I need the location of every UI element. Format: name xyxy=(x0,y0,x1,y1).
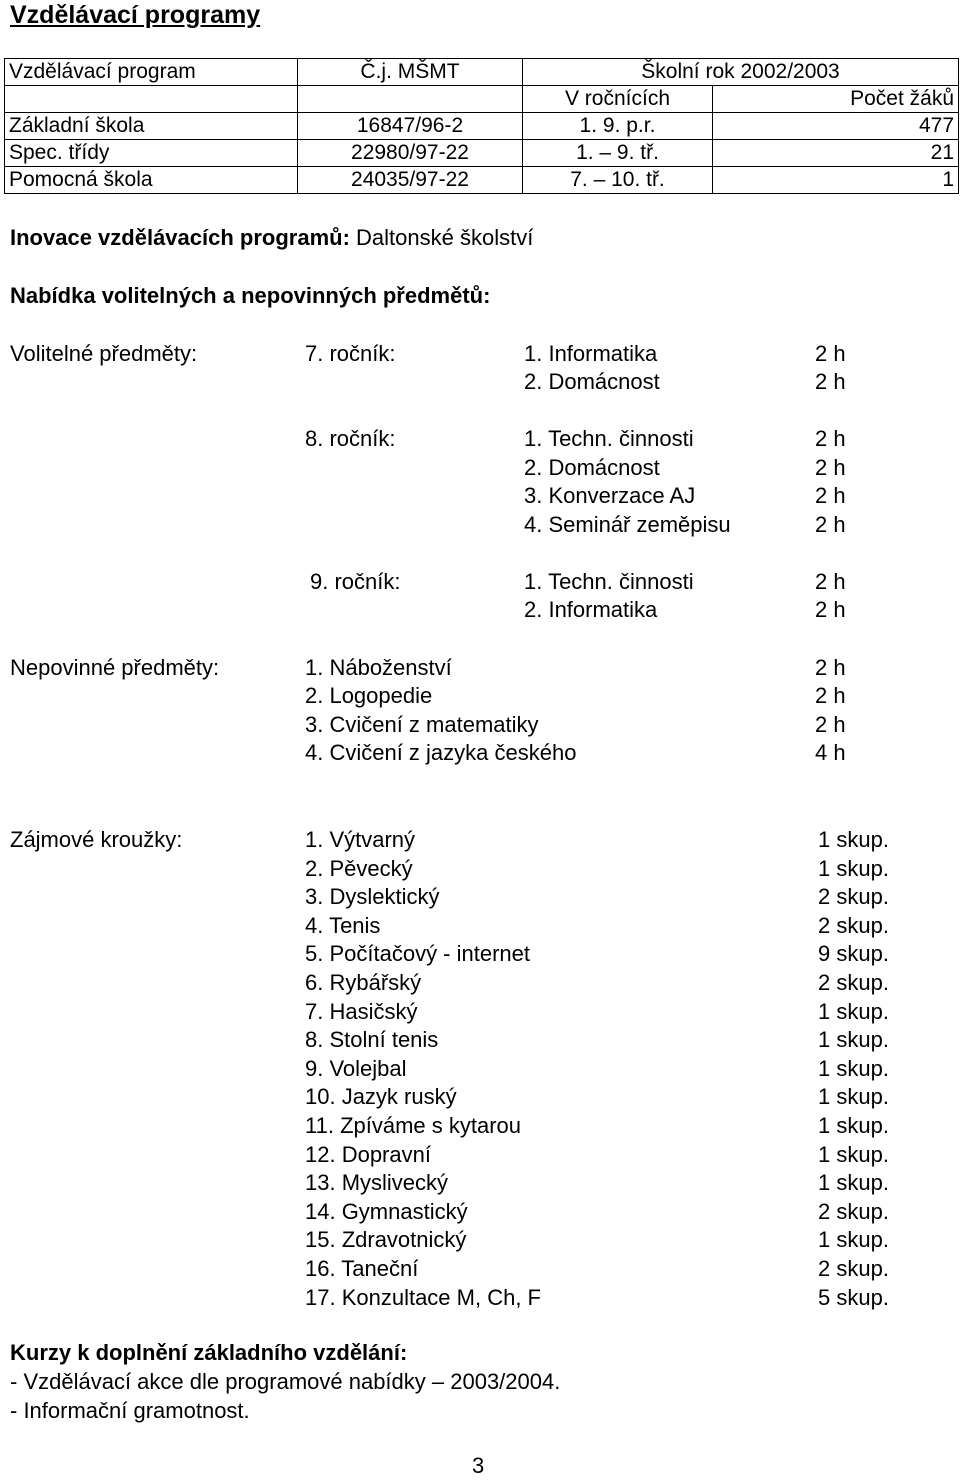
club-name: 11. Zpíváme s kytarou xyxy=(305,1113,522,1138)
grade-label: 7. ročník: xyxy=(305,341,396,366)
subject-name: 4. Cvičení z jazyka českého xyxy=(305,740,577,765)
program-table xyxy=(4,58,959,194)
club-name: 9. Volejbal xyxy=(305,1056,407,1081)
table-row xyxy=(5,167,959,194)
innovation-label: Inovace vzdělávacích programů: xyxy=(10,225,350,250)
subject-name: 4. Seminář zeměpisu xyxy=(524,512,731,537)
club-groups: 2 skup. xyxy=(818,884,889,909)
subject-hours: 4 h xyxy=(815,740,846,765)
club-groups: 1 skup. xyxy=(818,1113,889,1138)
subject-hours: 2 h xyxy=(815,369,846,394)
club-groups: 1 skup. xyxy=(818,1170,889,1195)
header-pupils: Počet žáků xyxy=(713,86,959,113)
subject-name: 3. Konverzace AJ xyxy=(524,483,696,508)
club-name: 12. Dopravní xyxy=(305,1142,431,1167)
subject-name: 1. Informatika xyxy=(524,341,658,366)
club-name: 13. Myslivecký xyxy=(305,1170,449,1195)
club-groups: 1 skup. xyxy=(818,1056,889,1081)
subject-hours: 2 h xyxy=(815,512,846,537)
subject-hours: 2 h xyxy=(815,655,846,680)
club-groups: 1 skup. xyxy=(818,1227,889,1252)
subject-name: 3. Cvičení z matematiky xyxy=(305,712,539,737)
cell-program: Základní škola xyxy=(5,113,298,140)
club-name: 14. Gymnastický xyxy=(305,1199,468,1224)
club-name: 1. Výtvarný xyxy=(305,827,416,852)
club-name: 15. Zdravotnický xyxy=(305,1227,467,1252)
club-name: 3. Dyslektický xyxy=(305,884,440,909)
club-name: 5. Počítačový - internet xyxy=(305,941,530,966)
club-groups: 1 skup. xyxy=(818,1084,889,1109)
cell-cj: 16847/96-2 xyxy=(298,113,523,140)
cell-pupils: 21 xyxy=(713,140,959,167)
courses-line: - Vzdělávací akce dle programové nabídky – 2003/2004. xyxy=(10,1369,561,1394)
club-name: 8. Stolní tenis xyxy=(305,1027,439,1052)
grade-label: 8. ročník: xyxy=(305,426,396,451)
subject-hours: 2 h xyxy=(815,341,846,366)
header-cj: Č.j. MŠMT xyxy=(298,59,523,86)
club-groups: 1 skup. xyxy=(818,1142,889,1167)
subject-hours: 2 h xyxy=(815,455,846,480)
subject-name: 1. Techn. činnosti xyxy=(524,569,694,594)
subject-name: 2. Logopedie xyxy=(305,683,433,708)
club-groups: 5 skup. xyxy=(818,1285,889,1310)
subject-name: 1. Techn. činnosti xyxy=(524,426,694,451)
club-groups: 2 skup. xyxy=(818,970,889,995)
cell-cj: 24035/97-22 xyxy=(298,167,523,194)
club-name: 16. Taneční xyxy=(305,1256,419,1281)
subject-hours: 2 h xyxy=(815,426,846,451)
club-name: 4. Tenis xyxy=(305,913,381,938)
club-groups: 9 skup. xyxy=(818,941,889,966)
club-groups: 2 skup. xyxy=(818,1256,889,1281)
club-name: 6. Rybářský xyxy=(305,970,422,995)
cell-program: Spec. třídy xyxy=(5,140,298,167)
page-title: Vzdělávací programy xyxy=(10,1,261,29)
elective-label: Volitelné předměty: xyxy=(10,341,198,366)
cell-grades: 7. – 10. tř. xyxy=(523,167,713,194)
header-year: Školní rok 2002/2003 xyxy=(523,59,959,86)
empty-cell xyxy=(298,86,523,113)
subject-name: 1. Náboženství xyxy=(305,655,452,680)
subject-name: 2. Domácnost xyxy=(524,455,660,480)
subject-name: 2. Informatika xyxy=(524,597,658,622)
cell-cj: 22980/97-22 xyxy=(298,140,523,167)
clubs-label: Zájmové kroužky: xyxy=(10,827,183,852)
subject-hours: 2 h xyxy=(815,597,846,622)
courses-heading: Kurzy k doplnění základního vzdělání: xyxy=(10,1340,408,1365)
header-grades: V ročnících xyxy=(523,86,713,113)
page-number: 3 xyxy=(472,1453,485,1478)
cell-pupils: 1 xyxy=(713,167,959,194)
club-groups: 2 skup. xyxy=(818,1199,889,1224)
grade-label: 9. ročník: xyxy=(310,569,401,594)
club-name: 7. Hasičský xyxy=(305,999,418,1024)
table-header-row xyxy=(5,59,959,86)
club-groups: 1 skup. xyxy=(818,999,889,1024)
subject-hours: 2 h xyxy=(815,569,846,594)
club-name: 10. Jazyk ruský xyxy=(305,1084,457,1109)
cell-grades: 1. 9. p.r. xyxy=(523,113,713,140)
header-program: Vzdělávací program xyxy=(5,59,298,86)
club-name: 17. Konzultace M, Ch, F xyxy=(305,1285,541,1310)
club-name: 2. Pěvecký xyxy=(305,856,413,881)
innovation-value: Daltonské školství xyxy=(356,225,534,250)
cell-pupils: 477 xyxy=(713,113,959,140)
club-groups: 1 skup. xyxy=(818,856,889,881)
subject-hours: 2 h xyxy=(815,483,846,508)
table-row xyxy=(5,113,959,140)
club-groups: 2 skup. xyxy=(818,913,889,938)
subject-hours: 2 h xyxy=(815,712,846,737)
club-groups: 1 skup. xyxy=(818,1027,889,1052)
empty-cell xyxy=(5,86,298,113)
table-subheader-row xyxy=(5,86,959,113)
optional-label: Nepovinné předměty: xyxy=(10,655,220,680)
courses-line: - Informační gramotnost. xyxy=(10,1398,250,1423)
subject-hours: 2 h xyxy=(815,683,846,708)
cell-grades: 1. – 9. tř. xyxy=(523,140,713,167)
subject-name: 2. Domácnost xyxy=(524,369,660,394)
innovation-line xyxy=(10,224,533,252)
table-row xyxy=(5,140,959,167)
offer-heading: Nabídka volitelných a nepovinných předmětů: xyxy=(10,283,491,308)
cell-program: Pomocná škola xyxy=(5,167,298,194)
club-groups: 1 skup. xyxy=(818,827,889,852)
